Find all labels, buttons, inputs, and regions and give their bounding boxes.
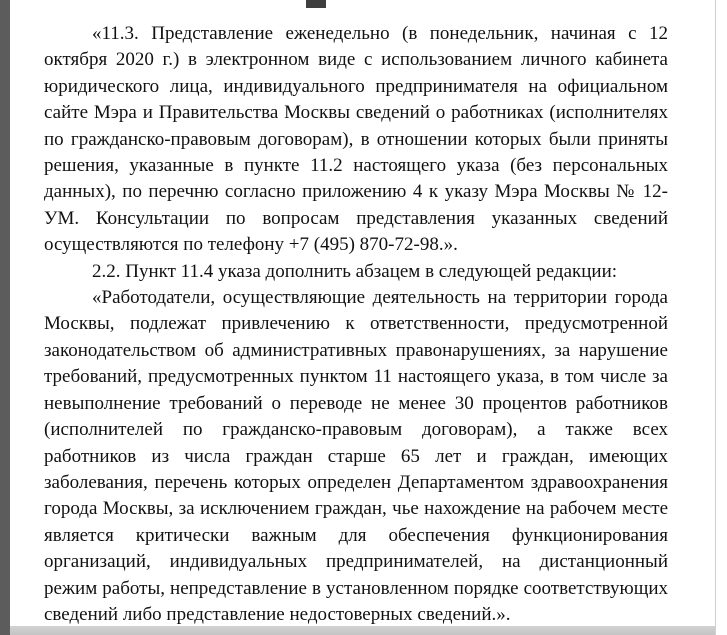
viewer-left-border xyxy=(0,0,10,635)
paragraph-2-2: 2.2. Пункт 11.4 указа дополнить абзацем в следующей редакции: xyxy=(92,260,618,282)
page-right-edge xyxy=(715,0,716,635)
paragraph-11-3: «11.3. Представление еженедельно (в понедельник, начиная с 12 октября 2020 г.) в электронном виде с использованием личного кабинета юридического лица, индивидуального предпринимателя на официальном сайте Мэра и Правительства Москвы сведений о работниках (исполнителях по гражданско-правовым договорам), в отношении которых были приняты решения, указанные в пункте 11.2 настоящего указа (без персональных данных), по перечню согласно приложению 4 к указу Мэра Москвы № 12-УМ. Консультации по вопросам представления указанных сведений осуществляются по телефону +7 (495) 870-72-98.». xyxy=(44,23,668,256)
paragraph-employers: «Работодатели, осуществляющие деятельность на территории города Москвы, подлежат привлечению к ответственности, предусмотренной законодательством об административных правонарушениях, за нарушение требований, предусмотренных пунктом 11 настоящего указа, в том числе за невыполнение требований о переводе не менее 30 процентов работников (исполнителей по гражданско-правовым договорам), а также всех работников из числа граждан старше 65 лет и граждан, имеющих заболевания, перечень которых определен Департаментом здравоохранения города Москвы, за исключением граждан, чье нахождение на рабочем месте является критически важным для обеспечения функционирования организаций, индивидуальных предпринимателей, на дистанционный режим работы, непредставление в установленном порядке соответствующих сведений либо представление недостоверных сведений.». xyxy=(44,287,668,625)
document-page xyxy=(44,21,668,628)
viewer-top-tab xyxy=(306,0,326,8)
viewer-bottom-edge xyxy=(10,626,715,635)
